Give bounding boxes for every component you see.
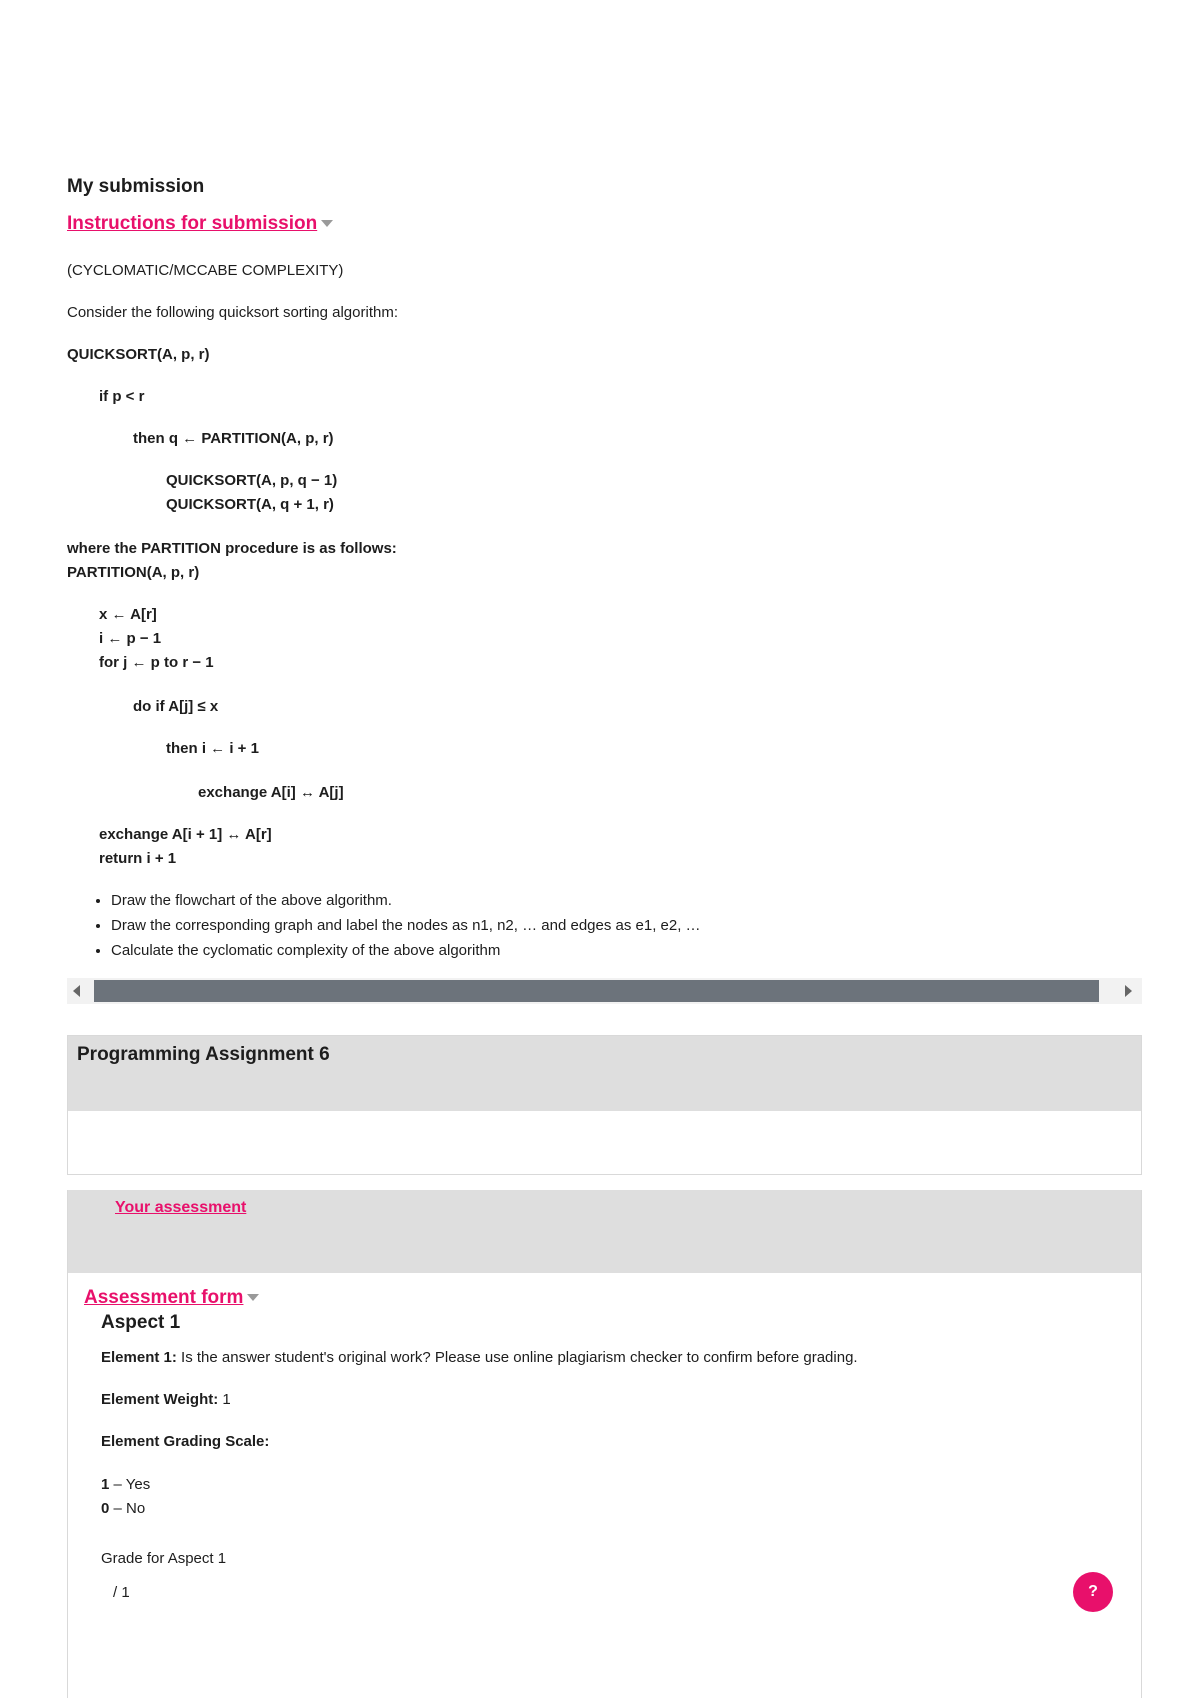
scrollbar-thumb[interactable] [94, 980, 1099, 1002]
scale-value: 0 [101, 1500, 110, 1517]
code-line: QUICKSORT(A, p, r) [67, 346, 210, 363]
code-line: return i + 1 [99, 850, 177, 867]
page-heading: My submission [67, 176, 205, 197]
code-line: exchange A[i] ↔ A[j] [198, 784, 344, 801]
assessment-form-link[interactable]: Assessment form [84, 1287, 244, 1308]
assessment-form-toggle[interactable] [84, 1287, 259, 1309]
assignment-subtitle: (CYCLOMATIC/MCCABE COMPLEXITY) [67, 262, 344, 279]
code-line: do if A[j] ≤ x [133, 698, 219, 715]
assignment-panel [67, 1035, 1142, 1175]
instructions-link[interactable]: Instructions for submission [67, 213, 318, 234]
grade-suffix: / 1 [113, 1584, 130, 1601]
assignment-title: Programming Assignment 6 [68, 1036, 1141, 1111]
code-line: for j ← p to r − 1 [99, 654, 214, 671]
your-assessment-link[interactable]: Your assessment [115, 1199, 247, 1216]
element-text: Is the answer student's original work? Please use online plagiarism checker to confirm before grading. [181, 1349, 858, 1366]
assessment-header [68, 1190, 1141, 1273]
code-line: QUICKSORT(A, q + 1, r) [166, 496, 334, 513]
horizontal-scrollbar[interactable] [67, 978, 1142, 1004]
code-line: where the PARTITION procedure is as follows: [67, 540, 397, 557]
scale-label: – No [109, 1500, 146, 1517]
scale-option [101, 1476, 150, 1493]
list-item: • Calculate the cyclomatic complexity of the above algorithm [111, 938, 701, 963]
list-item: • Draw the flowchart of the above algorithm. [111, 888, 701, 913]
chevron-down-icon[interactable] [247, 1294, 259, 1301]
help-button[interactable]: ? [1073, 1572, 1113, 1612]
code-line: then i ← i + 1 [166, 740, 259, 757]
aspect-title: Aspect 1 [101, 1312, 181, 1333]
instructions-toggle[interactable] [67, 213, 333, 235]
assignment-intro: Consider the following quicksort sorting algorithm: [67, 304, 398, 321]
grading-scale-label: Element Grading Scale: [101, 1433, 270, 1450]
code-line: if p < r [99, 388, 145, 405]
element-description [101, 1349, 858, 1366]
scale-value: 1 [101, 1476, 110, 1493]
code-line: x ← A[r] [99, 606, 157, 623]
weight-value: 1 [222, 1391, 231, 1408]
task-list [67, 888, 701, 963]
element-weight [101, 1391, 231, 1408]
scroll-left-icon[interactable] [73, 985, 80, 997]
code-line: exchange A[i + 1] ↔ A[r] [99, 826, 272, 843]
scroll-right-icon[interactable] [1125, 985, 1132, 997]
chevron-down-icon[interactable] [321, 220, 333, 227]
weight-label: Element Weight: [101, 1391, 219, 1408]
code-line: PARTITION(A, p, r) [67, 564, 200, 581]
scale-option [101, 1500, 145, 1517]
code-line: i ← p − 1 [99, 630, 162, 647]
list-item: • Draw the corresponding graph and label the nodes as n1, n2, … and edges as e1, e2, … [111, 913, 701, 938]
assessment-panel [67, 1190, 1142, 1698]
code-line: then q ← PARTITION(A, p, r) [133, 430, 334, 447]
scale-label: – Yes [109, 1476, 151, 1493]
code-line: QUICKSORT(A, p, q − 1) [166, 472, 338, 489]
grade-label: Grade for Aspect 1 [101, 1550, 227, 1567]
element-label: Element 1: [101, 1349, 177, 1366]
